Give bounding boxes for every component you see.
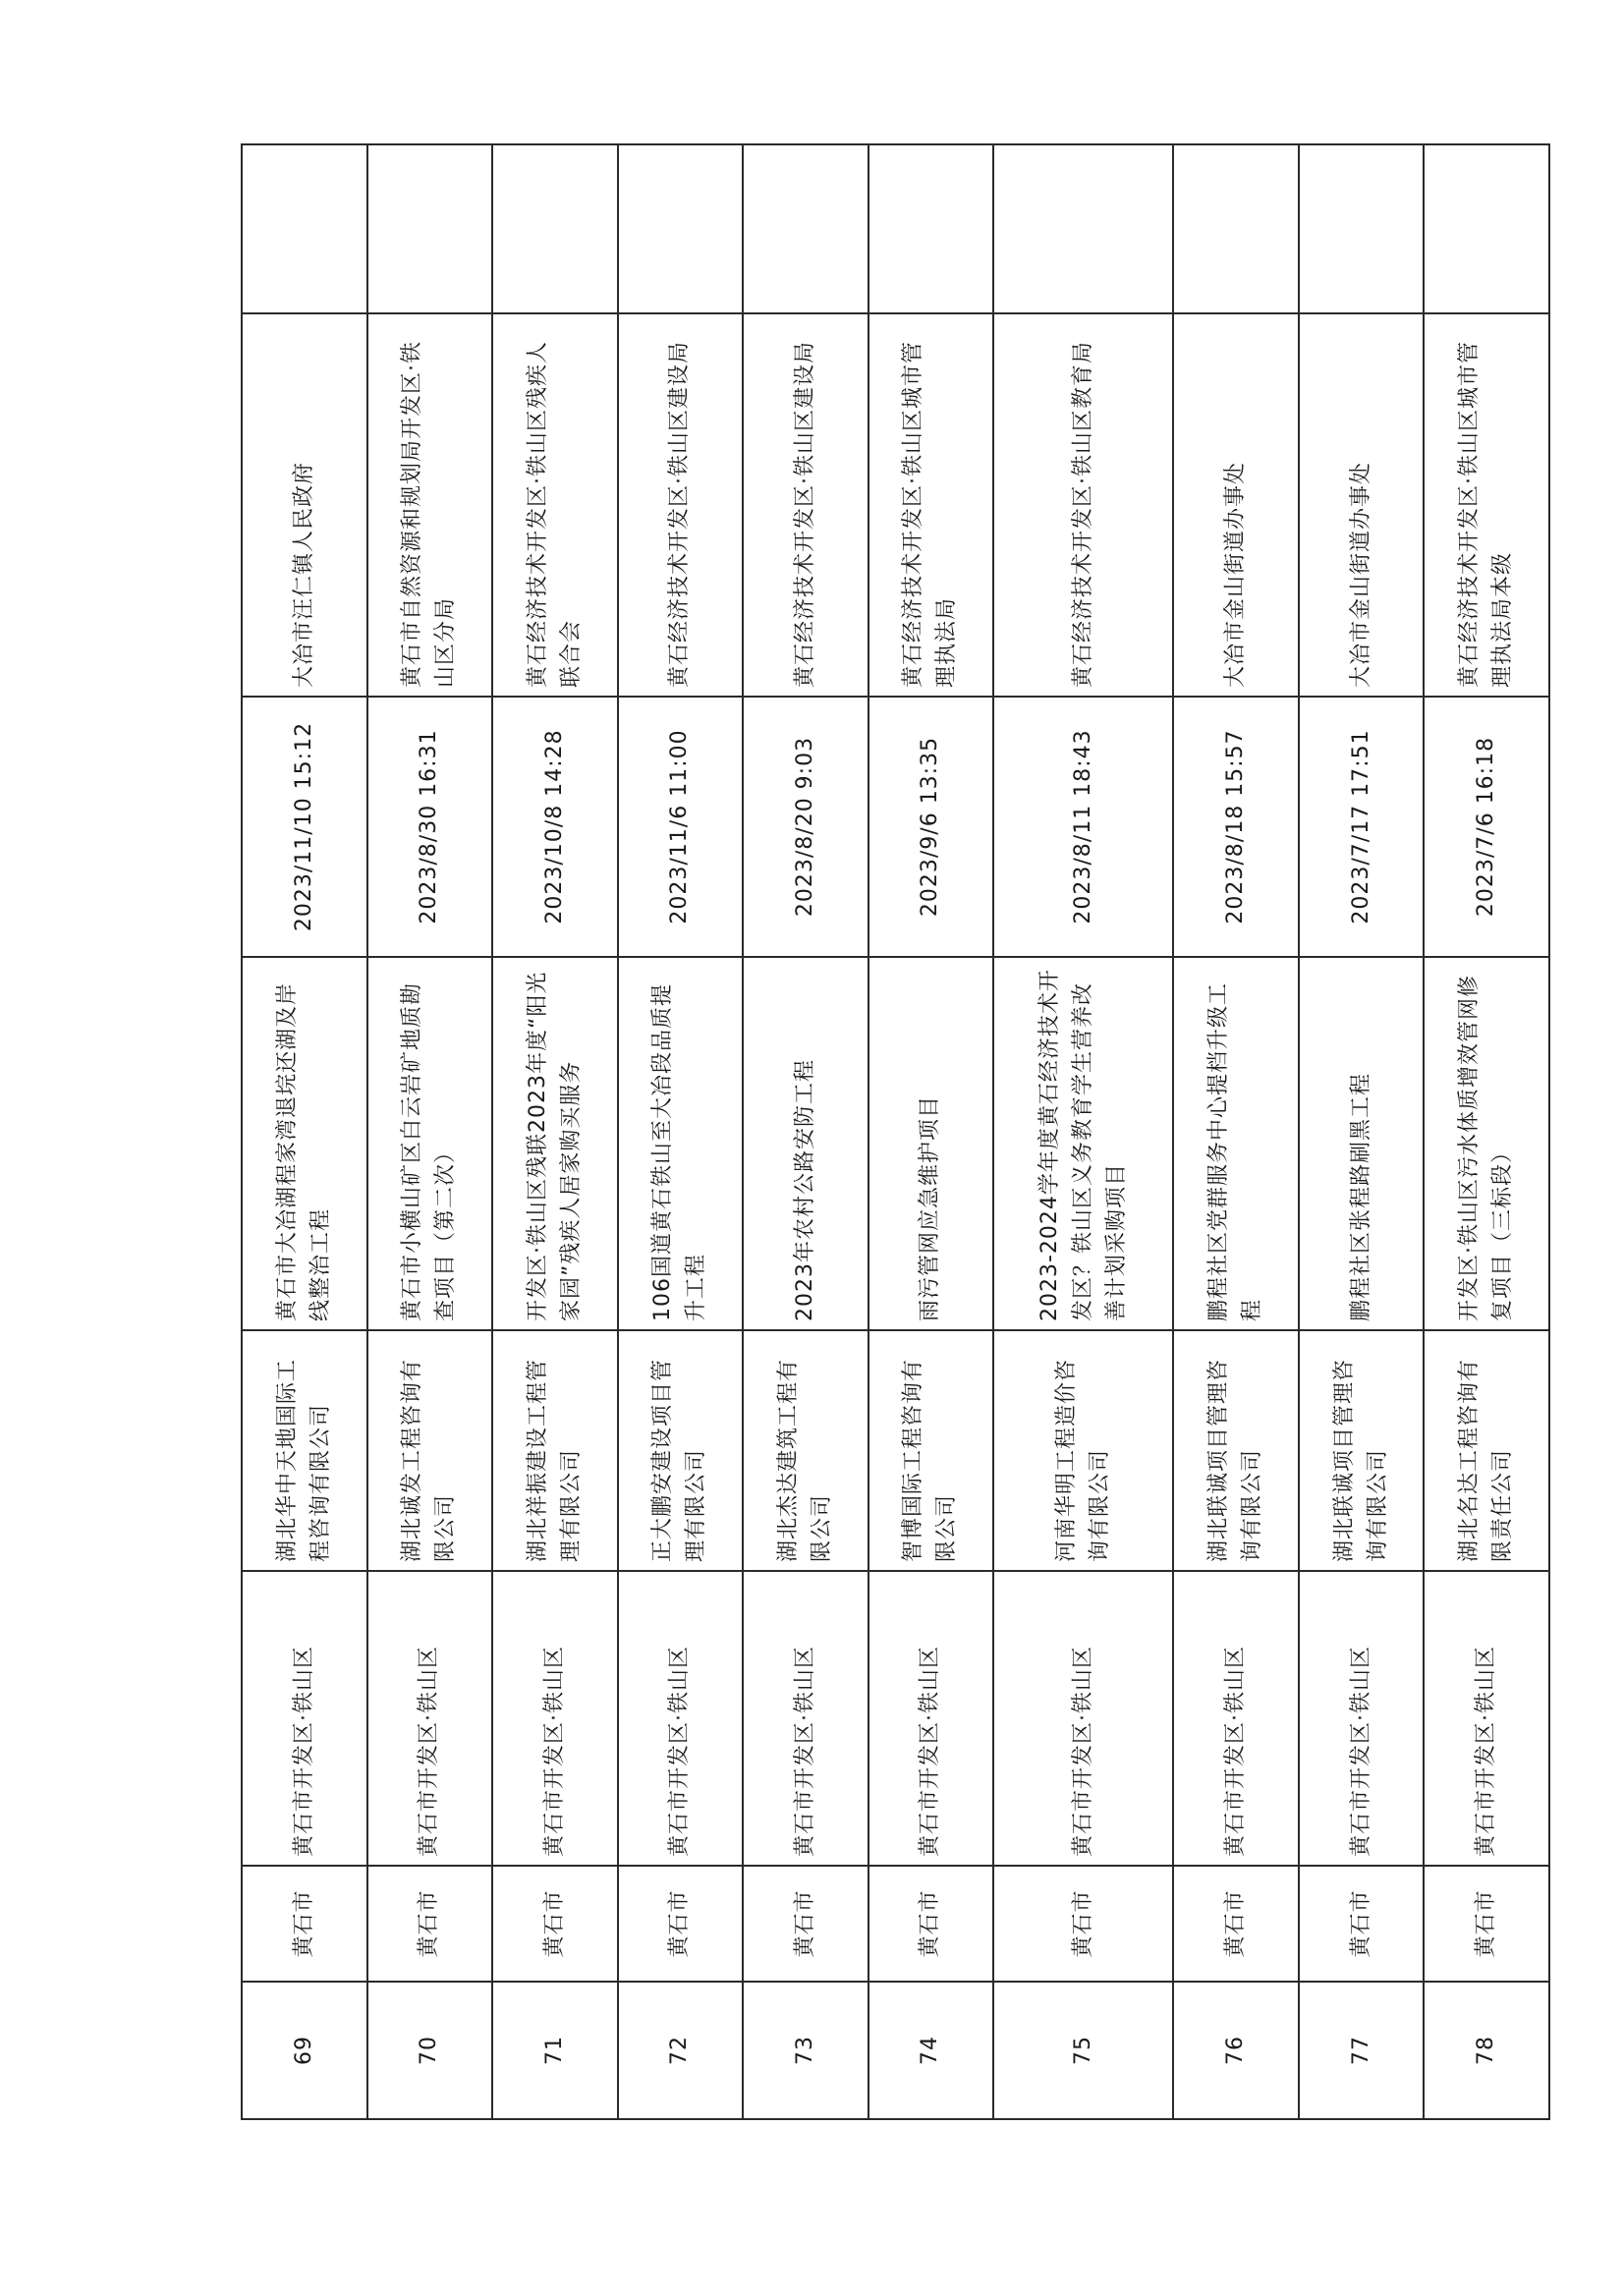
timestamp-cell: 2023/11/10 15:12 — [242, 697, 367, 957]
empty-cell — [868, 144, 994, 313]
city-cell: 黄石市 — [1424, 1866, 1549, 1982]
timestamp-cell: 2023/8/18 15:57 — [1173, 697, 1299, 957]
table-row — [993, 144, 1173, 2119]
records-table — [241, 143, 1550, 2120]
district-cell: 黄石市开发区·铁山区 — [367, 1571, 493, 1866]
organization-cell: 黄石经济技术开发区·铁山区残疾人联合会 — [492, 313, 618, 697]
table-row — [868, 144, 994, 2119]
company-cell: 正大鹏安建设项目管理有限公司 — [618, 1330, 744, 1571]
district-cell: 黄石市开发区·铁山区 — [743, 1571, 868, 1866]
company-cell: 湖北名达工程咨询有限责任公司 — [1424, 1330, 1549, 1571]
rotated-page — [241, 145, 1550, 2120]
organization-cell: 黄石经济技术开发区·铁山区城市管理执法局 — [868, 313, 994, 697]
table-row — [1424, 144, 1549, 2119]
district-cell: 黄石市开发区·铁山区 — [492, 1571, 618, 1866]
project-cell: 鹏程社区张程路刷黑工程 — [1299, 957, 1425, 1330]
city-cell: 黄石市 — [242, 1866, 367, 1982]
row-number: 70 — [367, 1982, 493, 2119]
district-cell: 黄石市开发区·铁山区 — [1299, 1571, 1425, 1866]
company-cell: 湖北诚发工程咨询有限公司 — [367, 1330, 493, 1571]
district-cell: 黄石市开发区·铁山区 — [618, 1571, 744, 1866]
district-cell: 黄石市开发区·铁山区 — [868, 1571, 994, 1866]
organization-cell: 黄石市自然资源和规划局开发区·铁山区分局 — [367, 313, 493, 697]
organization-cell: 黄石经济技术开发区·铁山区教育局 — [993, 313, 1173, 697]
city-cell: 黄石市 — [618, 1866, 744, 1982]
city-cell: 黄石市 — [492, 1866, 618, 1982]
organization-cell: 黄石经济技术开发区·铁山区建设局 — [743, 313, 868, 697]
district-cell: 黄石市开发区·铁山区 — [1424, 1571, 1549, 1866]
row-number: 77 — [1299, 1982, 1425, 2119]
table-row — [242, 144, 367, 2119]
empty-cell — [1424, 144, 1549, 313]
project-cell: 黄石市大冶湖程家湾退垸还湖及岸线整治工程 — [242, 957, 367, 1330]
project-cell: 开发区·铁山区污水体质增效管网修复项目（三标段） — [1424, 957, 1549, 1330]
timestamp-cell: 2023/9/6 13:35 — [868, 697, 994, 957]
company-cell: 湖北联诚项目管理咨询有限公司 — [1173, 1330, 1299, 1571]
empty-cell — [993, 144, 1173, 313]
city-cell: 黄石市 — [868, 1866, 994, 1982]
city-cell: 黄石市 — [1173, 1866, 1299, 1982]
city-cell: 黄石市 — [367, 1866, 493, 1982]
city-cell: 黄石市 — [993, 1866, 1173, 1982]
empty-cell — [743, 144, 868, 313]
project-cell: 鹏程社区党群服务中心提档升级工程 — [1173, 957, 1299, 1330]
row-number: 71 — [492, 1982, 618, 2119]
empty-cell — [1299, 144, 1425, 313]
table-row — [1299, 144, 1425, 2119]
timestamp-cell: 2023/8/11 18:43 — [993, 697, 1173, 957]
timestamp-cell: 2023/7/17 17:51 — [1299, 697, 1425, 957]
timestamp-cell: 2023/11/6 11:00 — [618, 697, 744, 957]
row-number: 73 — [743, 1982, 868, 2119]
row-number: 69 — [242, 1982, 367, 2119]
timestamp-cell: 2023/10/8 14:28 — [492, 697, 618, 957]
project-cell: 雨污管网应急维护项目 — [868, 957, 994, 1330]
empty-cell — [1173, 144, 1299, 313]
table-row — [492, 144, 618, 2119]
timestamp-cell: 2023/8/20 9:03 — [743, 697, 868, 957]
project-cell: 开发区·铁山区残联2023年度“阳光家园”残疾人居家购买服务 — [492, 957, 618, 1330]
district-cell: 黄石市开发区·铁山区 — [993, 1571, 1173, 1866]
row-number: 76 — [1173, 1982, 1299, 2119]
city-cell: 黄石市 — [1299, 1866, 1425, 1982]
organization-cell: 黄石经济技术开发区·铁山区建设局 — [618, 313, 744, 697]
empty-cell — [242, 144, 367, 313]
table-row — [367, 144, 493, 2119]
company-cell: 湖北联诚项目管理咨询有限公司 — [1299, 1330, 1425, 1571]
company-cell: 湖北杰达建筑工程有限公司 — [743, 1330, 868, 1571]
table-row — [743, 144, 868, 2119]
row-number: 74 — [868, 1982, 994, 2119]
organization-cell: 大冶市金山街道办事处 — [1173, 313, 1299, 697]
company-cell: 智博国际工程咨询有限公司 — [868, 1330, 994, 1571]
district-cell: 黄石市开发区·铁山区 — [1173, 1571, 1299, 1866]
row-number: 75 — [993, 1982, 1173, 2119]
timestamp-cell: 2023/7/6 16:18 — [1424, 697, 1549, 957]
project-cell: 黄石市小横山矿区白云岩矿地质勘查项目（第二次） — [367, 957, 493, 1330]
organization-cell: 大冶市汪仁镇人民政府 — [242, 313, 367, 697]
row-number: 72 — [618, 1982, 744, 2119]
table-row — [1173, 144, 1299, 2119]
company-cell: 河南华明工程造价咨询有限公司 — [993, 1330, 1173, 1571]
row-number: 78 — [1424, 1982, 1549, 2119]
empty-cell — [492, 144, 618, 313]
district-cell: 黄石市开发区·铁山区 — [242, 1571, 367, 1866]
project-cell: 2023年农村公路安防工程 — [743, 957, 868, 1330]
city-cell: 黄石市 — [743, 1866, 868, 1982]
company-cell: 湖北祥振建设工程管理有限公司 — [492, 1330, 618, 1571]
empty-cell — [367, 144, 493, 313]
company-cell: 湖北华中天地国际工程咨询有限公司 — [242, 1330, 367, 1571]
project-cell: 106国道黄石铁山至大冶段品质提升工程 — [618, 957, 744, 1330]
organization-cell: 黄石经济技术开发区·铁山区城市管理执法局本级 — [1424, 313, 1549, 697]
organization-cell: 大冶市金山街道办事处 — [1299, 313, 1425, 697]
timestamp-cell: 2023/8/30 16:31 — [367, 697, 493, 957]
empty-cell — [618, 144, 744, 313]
project-cell: 2023-2024学年度黄石经济技术开发区？铁山区义务教育学生营养改善计划采购项目 — [993, 957, 1173, 1330]
table-row — [618, 144, 744, 2119]
